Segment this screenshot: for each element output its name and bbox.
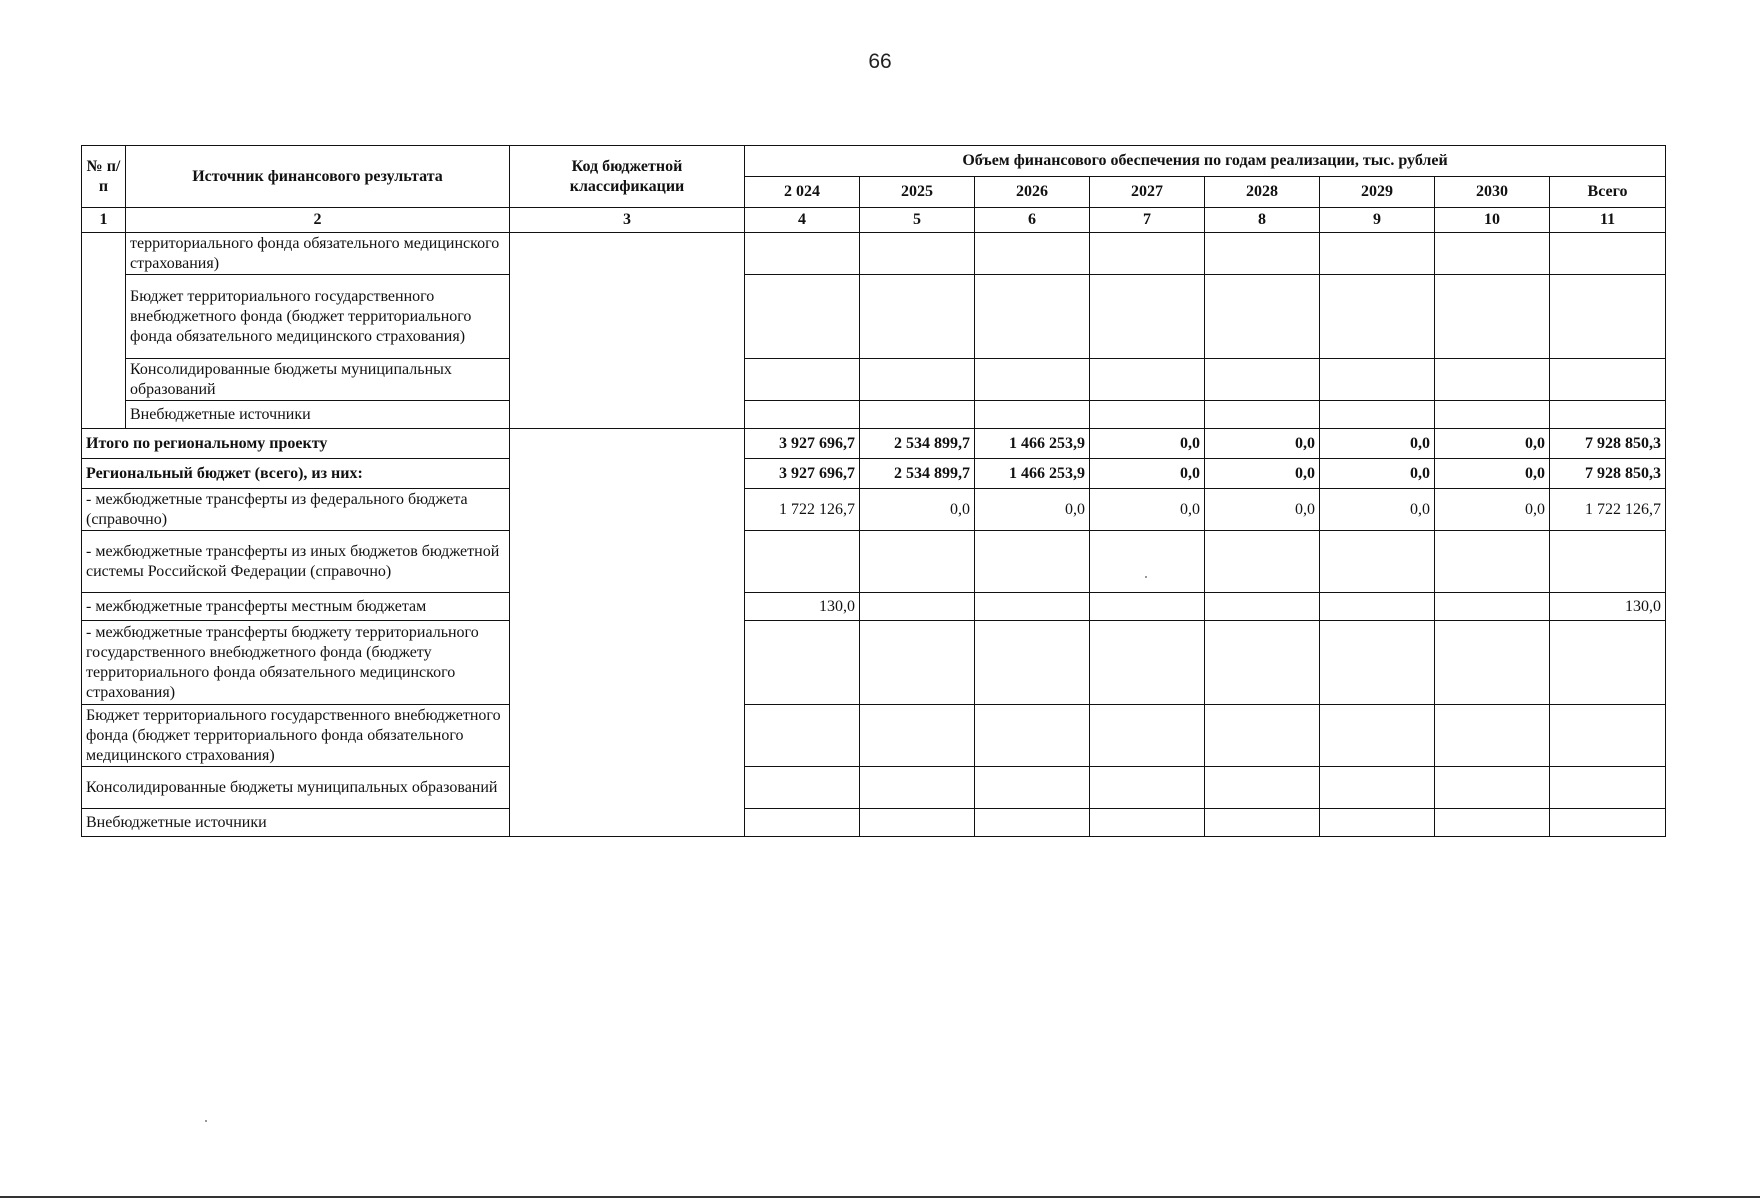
budget-code-cell bbox=[510, 429, 745, 837]
row-label: Региональный бюджет (всего), из них: bbox=[82, 459, 510, 489]
value-cell bbox=[975, 705, 1090, 767]
row-label: Консолидированные бюджеты муниципальных образований bbox=[126, 359, 510, 401]
column-number: 8 bbox=[1205, 208, 1320, 233]
header-source: Источник финансового результата bbox=[126, 146, 510, 208]
total-value-cell bbox=[1550, 705, 1666, 767]
row-label: территориального фонда обязательного медицинского страхования) bbox=[126, 233, 510, 275]
total-value-cell: 1 722 126,7 bbox=[1550, 489, 1666, 531]
value-cell bbox=[745, 767, 860, 809]
header-volume: Объем финансового обеспечения по годам реализации, тыс. рублей bbox=[745, 146, 1666, 177]
value-cell: 0,0 bbox=[975, 489, 1090, 531]
header-year: 2029 bbox=[1320, 177, 1435, 208]
value-cell: 0,0 bbox=[1090, 489, 1205, 531]
value-cell bbox=[1090, 233, 1205, 275]
value-cell bbox=[1435, 767, 1550, 809]
column-number: 5 bbox=[860, 208, 975, 233]
total-value-cell: 7 928 850,3 bbox=[1550, 459, 1666, 489]
scan-speck bbox=[205, 1120, 207, 1122]
value-cell bbox=[975, 275, 1090, 359]
value-cell bbox=[1320, 621, 1435, 705]
header-year: 2028 bbox=[1205, 177, 1320, 208]
header-no: № п/п bbox=[82, 146, 126, 208]
column-number: 10 bbox=[1435, 208, 1550, 233]
value-cell bbox=[860, 359, 975, 401]
value-cell bbox=[860, 767, 975, 809]
value-cell bbox=[860, 275, 975, 359]
value-cell: 2 534 899,7 bbox=[860, 429, 975, 459]
value-cell bbox=[1205, 705, 1320, 767]
value-cell bbox=[1435, 593, 1550, 621]
value-cell bbox=[745, 531, 860, 593]
value-cell: 0,0 bbox=[1205, 429, 1320, 459]
value-cell bbox=[1090, 621, 1205, 705]
value-cell bbox=[1435, 809, 1550, 837]
value-cell bbox=[1320, 275, 1435, 359]
value-cell bbox=[1435, 275, 1550, 359]
value-cell bbox=[1205, 359, 1320, 401]
value-cell bbox=[860, 809, 975, 837]
row-label: - межбюджетные трансферты бюджету территориального государственного внебюджетного фонда (бюджету территориального фонда обязательного медицинского страхования) bbox=[82, 621, 510, 705]
header-year: 2026 bbox=[975, 177, 1090, 208]
value-cell bbox=[1090, 767, 1205, 809]
value-cell bbox=[1550, 401, 1666, 429]
budget-code-cell bbox=[510, 233, 745, 429]
row-label: - межбюджетные трансферты местным бюджетам bbox=[82, 593, 510, 621]
row-label: - межбюджетные трансферты из иных бюджетов бюджетной системы Российской Федерации (справочно) bbox=[82, 531, 510, 593]
total-row bbox=[82, 531, 1666, 593]
value-cell bbox=[1320, 767, 1435, 809]
value-cell bbox=[1090, 275, 1205, 359]
value-cell bbox=[1320, 531, 1435, 593]
row-label: - межбюджетные трансферты из федерального бюджета (справочно) bbox=[82, 489, 510, 531]
total-row bbox=[82, 489, 1666, 531]
value-cell bbox=[860, 593, 975, 621]
value-cell: 0,0 bbox=[1090, 459, 1205, 489]
section-row bbox=[82, 401, 1666, 429]
value-cell: 2 534 899,7 bbox=[860, 459, 975, 489]
column-number: 6 bbox=[975, 208, 1090, 233]
value-cell: 0,0 bbox=[1320, 459, 1435, 489]
column-number: 9 bbox=[1320, 208, 1435, 233]
column-number: 3 bbox=[510, 208, 745, 233]
value-cell bbox=[1205, 767, 1320, 809]
value-cell bbox=[1320, 359, 1435, 401]
value-cell bbox=[1205, 621, 1320, 705]
header-year: 2 024 bbox=[745, 177, 860, 208]
value-cell bbox=[1435, 359, 1550, 401]
header-year: 2030 bbox=[1435, 177, 1550, 208]
value-cell bbox=[975, 233, 1090, 275]
value-cell bbox=[860, 531, 975, 593]
row-label: Консолидированные бюджеты муниципальных образований bbox=[82, 767, 510, 809]
total-value-cell bbox=[1550, 809, 1666, 837]
value-cell bbox=[1320, 809, 1435, 837]
total-value-cell: 7 928 850,3 bbox=[1550, 429, 1666, 459]
value-cell: 1 466 253,9 bbox=[975, 459, 1090, 489]
value-cell: 130,0 bbox=[745, 593, 860, 621]
value-cell bbox=[1090, 359, 1205, 401]
value-cell bbox=[1205, 531, 1320, 593]
value-cell bbox=[1435, 705, 1550, 767]
value-cell bbox=[1090, 809, 1205, 837]
value-cell bbox=[975, 401, 1090, 429]
value-cell bbox=[1435, 401, 1550, 429]
value-cell: 0,0 bbox=[1320, 489, 1435, 531]
value-cell bbox=[1205, 401, 1320, 429]
value-cell bbox=[745, 809, 860, 837]
row-label: Внебюджетные источники bbox=[126, 401, 510, 429]
value-cell: 0,0 bbox=[1205, 489, 1320, 531]
row-label: Внебюджетные источники bbox=[82, 809, 510, 837]
value-cell bbox=[1205, 275, 1320, 359]
total-value-cell: 130,0 bbox=[1550, 593, 1666, 621]
value-cell bbox=[975, 531, 1090, 593]
value-cell bbox=[745, 275, 860, 359]
value-cell: 0,0 bbox=[1320, 429, 1435, 459]
value-cell bbox=[745, 401, 860, 429]
value-cell bbox=[1320, 593, 1435, 621]
value-cell bbox=[975, 621, 1090, 705]
row-label: Бюджет территориального государственного внебюджетного фонда (бюджет территориального фонда обязательного медицинского страхования) bbox=[82, 705, 510, 767]
value-cell bbox=[745, 233, 860, 275]
total-row bbox=[82, 767, 1666, 809]
row-number-cell bbox=[82, 233, 126, 429]
value-cell bbox=[1320, 705, 1435, 767]
row-label: Бюджет территориального государственного внебюджетного фонда (бюджет территориального фонда обязательного медицинского страхования) bbox=[126, 275, 510, 359]
value-cell bbox=[1435, 531, 1550, 593]
value-cell bbox=[860, 233, 975, 275]
financing-table bbox=[81, 145, 1666, 837]
column-number: 1 bbox=[82, 208, 126, 233]
value-cell: 0,0 bbox=[1090, 429, 1205, 459]
total-row bbox=[82, 459, 1666, 489]
value-cell bbox=[1550, 275, 1666, 359]
value-cell: 0,0 bbox=[1435, 429, 1550, 459]
value-cell bbox=[1320, 401, 1435, 429]
value-cell bbox=[1205, 809, 1320, 837]
value-cell bbox=[860, 705, 975, 767]
column-number: 11 bbox=[1550, 208, 1666, 233]
value-cell bbox=[1550, 359, 1666, 401]
total-row bbox=[82, 429, 1666, 459]
value-cell bbox=[745, 359, 860, 401]
value-cell: 0,0 bbox=[1205, 459, 1320, 489]
total-row bbox=[82, 809, 1666, 837]
section-row bbox=[82, 359, 1666, 401]
header-year: 2027 bbox=[1090, 177, 1205, 208]
value-cell bbox=[975, 359, 1090, 401]
value-cell bbox=[860, 621, 975, 705]
value-cell: 1 466 253,9 bbox=[975, 429, 1090, 459]
value-cell: 0,0 bbox=[1435, 459, 1550, 489]
total-row bbox=[82, 705, 1666, 767]
value-cell bbox=[975, 809, 1090, 837]
row-label: Итого по региональному проекту bbox=[82, 429, 510, 459]
total-row bbox=[82, 621, 1666, 705]
value-cell bbox=[1205, 233, 1320, 275]
column-number: 2 bbox=[126, 208, 510, 233]
value-cell bbox=[975, 767, 1090, 809]
column-number: 7 bbox=[1090, 208, 1205, 233]
value-cell bbox=[1320, 233, 1435, 275]
value-cell bbox=[1550, 233, 1666, 275]
value-cell bbox=[975, 593, 1090, 621]
total-row bbox=[82, 593, 1666, 621]
total-value-cell bbox=[1550, 767, 1666, 809]
header-code: Код бюджетной классификации bbox=[510, 146, 745, 208]
section-row bbox=[82, 233, 1666, 275]
value-cell: 1 722 126,7 bbox=[745, 489, 860, 531]
value-cell bbox=[745, 621, 860, 705]
value-cell bbox=[1435, 621, 1550, 705]
section-row bbox=[82, 275, 1666, 359]
value-cell: 0,0 bbox=[1435, 489, 1550, 531]
total-value-cell bbox=[1550, 621, 1666, 705]
value-cell: 3 927 696,7 bbox=[745, 429, 860, 459]
bottom-rule bbox=[0, 1196, 1760, 1198]
page-number: 66 bbox=[868, 50, 892, 73]
value-cell bbox=[860, 401, 975, 429]
value-cell bbox=[1205, 593, 1320, 621]
header-total: Всего bbox=[1550, 177, 1666, 208]
value-cell bbox=[1090, 401, 1205, 429]
column-number: 4 bbox=[745, 208, 860, 233]
value-cell bbox=[1090, 531, 1205, 593]
total-value-cell bbox=[1550, 531, 1666, 593]
value-cell: 0,0 bbox=[860, 489, 975, 531]
value-cell: 3 927 696,7 bbox=[745, 459, 860, 489]
header-year: 2025 bbox=[860, 177, 975, 208]
value-cell bbox=[1435, 233, 1550, 275]
value-cell bbox=[745, 705, 860, 767]
value-cell bbox=[1090, 593, 1205, 621]
value-cell bbox=[1090, 705, 1205, 767]
scan-speck bbox=[1145, 576, 1147, 578]
